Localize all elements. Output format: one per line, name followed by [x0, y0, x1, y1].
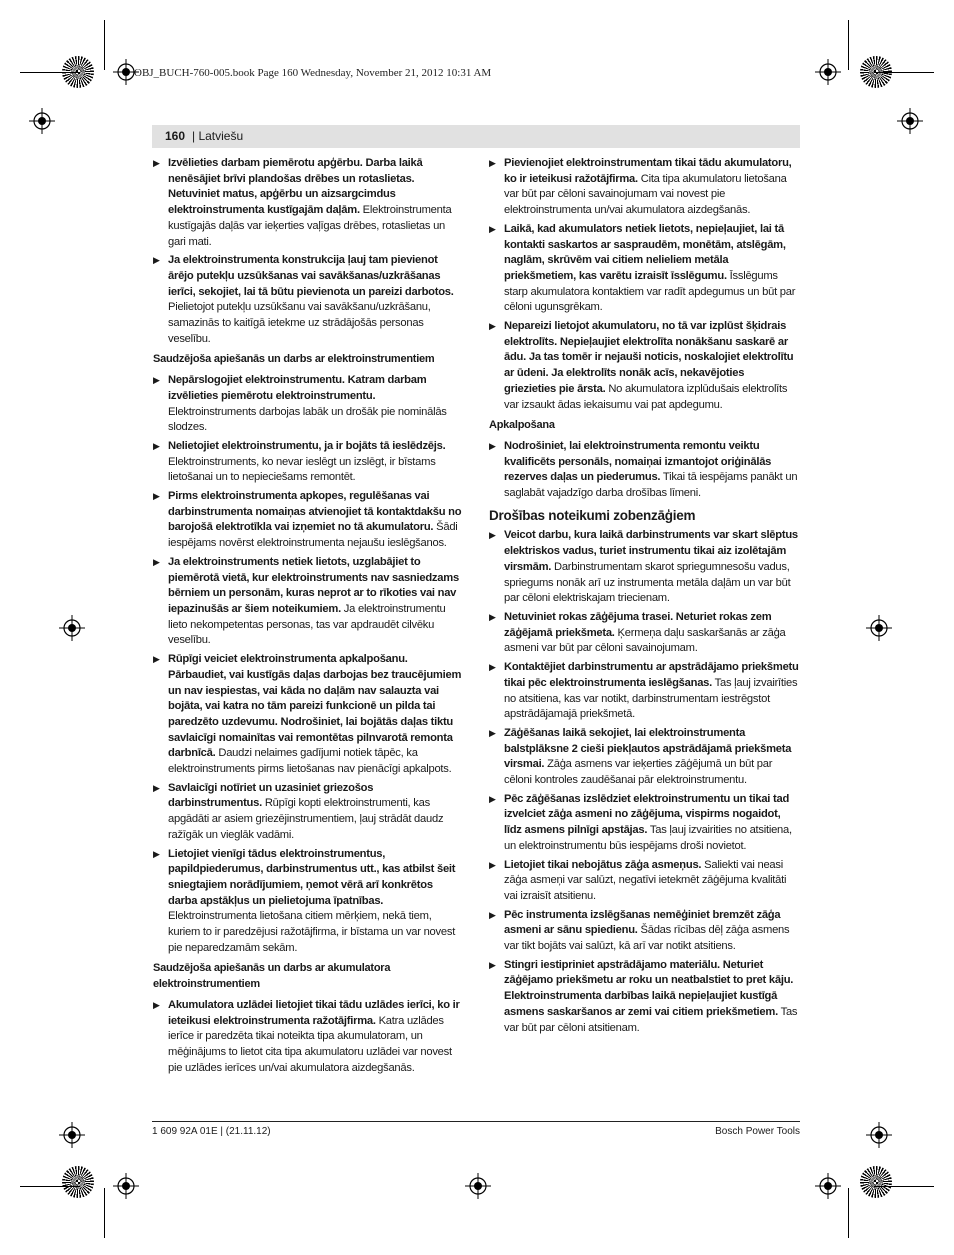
crop-line	[874, 1186, 934, 1187]
color-registration-rosette	[860, 1166, 892, 1198]
list-item: ▶ Izvēlieties darbam piemērotu apģērbu. Darba laikā nenēsājiet brīvi plandošas drēbes un rotaslietas. Netuviniet matus, apģērbu un aizsargcimdus elektroinstrumenta kustīgajām daļām. Elektroinstrumenta kustīgajās daļās var ieķerties vaļīgas drēbes, rotaslietas un gari mati.	[153, 157, 452, 248]
crosshair-registration-icon	[866, 1122, 892, 1148]
list-item: ▶ Lietojiet tikai nebojātus zāģa asmeņus. Saliekti vai neasi zāģa asmeņi var salūzt, negatīvi ietekmēt zāģējuma kvalitāti vai izraisīt atsitienu.	[489, 858, 787, 902]
list-item: ▶ Netuviniet rokas zāģējuma trasei. Neturiet rokas zem zāģējamā priekšmeta. Ķermeņa daļu saskaršanās ar zāģa asmeni var būt par cēloni savainojumam.	[489, 610, 786, 655]
bullet-triangle-icon: ▶	[153, 158, 160, 168]
document-code: 1 609 92A 01E | (21.11.12)	[152, 1126, 271, 1137]
list-item: ▶ Ja elektroinstruments netiek lietots, uzglabājiet to piemērotā vietā, kur elektroinstruments nav sasniedzams bērniem un personām, kuras neprot ar to rīkoties vai nav iepazinušās ar šiem noteikumiem. Ja elektroinstrumentu lieto nekompetentas personas, tas var apdraudēt cilvēku veselību.	[153, 555, 459, 647]
crosshair-registration-icon	[113, 1173, 139, 1199]
print-file-info: OBJ_BUCH-760-005.book Page 160 Wednesday, November 21, 2012 10:31 AM	[134, 67, 492, 79]
bullet-triangle-icon: ▶	[153, 375, 160, 386]
list-item: ▶ Nepareizi lietojot akumulatoru, no tā var izplūst šķidrais elektrolīts. Nepieļaujiet elektrolīta nonākšanu saskarē ar ādu. Ja tas tomēr ir nejauši noticis, noskalojiet elektrolītu ar ūdeni. Ja elektrolīts nonāk acīs, nekavējoties griezieties pie ārsta. No akumulatora izplūdušais elektrolīts var izsaukt ādas iekaisumu vai pat apdegumu.	[489, 320, 794, 411]
list-item: ▶ Zāģēšanas laikā sekojiet, lai elektroinstrumenta balstplāksne 2 cieši piekļautos apstrādājamā priekšmeta virsmai. Zāģa asmens var ieķerties zāģējumā un būt par cēloni kontroles zaudēšanai pār elektroinstrumentu.	[489, 726, 792, 787]
publisher-name: Bosch Power Tools	[715, 1126, 800, 1137]
crosshair-registration-icon	[897, 108, 923, 134]
crosshair-registration-icon	[815, 59, 841, 85]
bullet-triangle-icon: ▶	[153, 848, 160, 859]
list-item: ▶ Pirms elektroinstrumenta apkopes, regulēšanas vai darbinstrumenta nomaiņas atvienojiet tā kontaktdakšu no barojošā elektrotīkla vai izņemiet no tā akumulatoru. Šādi iespējams novērst elektroinstrumenta nejaušu ieslēgšanos.	[153, 490, 462, 550]
page-number: 160	[165, 129, 186, 143]
bullet-triangle-icon: ▶	[489, 793, 496, 804]
crop-line	[848, 1188, 849, 1238]
bullet-triangle-icon: ▶	[489, 959, 496, 970]
list-item: ▶ Savlaicīgi notīriet un uzasiniet griezošos darbinstrumentus. Rūpīgi kopti elektroinstrumenti, kas apgādāti ar asiem griezējinstrumentiem, ļauj strādāt daudz ražīgāk un vieglāk vadāmi.	[153, 781, 444, 841]
section-title: Drošības noteikumi zobenzāģiem	[489, 507, 696, 523]
bullet-triangle-icon: ▶	[489, 859, 496, 870]
bullet-triangle-icon: ▶	[153, 999, 160, 1010]
subheading: Saudzējoša apiešanās un darbs ar akumulatora elektroinstrumentiem	[153, 962, 391, 991]
crosshair-registration-icon	[815, 1173, 841, 1199]
crosshair-registration-icon	[29, 108, 55, 134]
crop-line	[874, 72, 934, 73]
bullet-triangle-icon: ▶	[489, 727, 496, 738]
bullet-triangle-icon: ▶	[489, 530, 496, 541]
list-item: ▶ Pēc zāģēšanas izslēdziet elektroinstrumentu un tikai tad izvelciet zāģa asmeni no zāģējuma, vispirms nogaidot, līdz asmens pilnīgi apstājas. Tas ļauj izvairities no atsitiena, un elektroinstrumentu būs iespējams droši novietot.	[489, 792, 792, 852]
footer-divider	[152, 1121, 800, 1122]
bullet-triangle-icon: ▶	[153, 556, 160, 567]
crosshair-registration-icon	[59, 615, 85, 641]
bullet-triangle-icon: ▶	[489, 662, 496, 673]
list-item: ▶ Stingri iestipriniet apstrādājamo materiālu. Neturiet zāģējamo priekšmetu ar roku un neatbalstiet to pret kāju. Elektroinstrumenta darbības laikā nepieļaujiet kustīgā asmens saskaršanos ar zemi vai citiem priekšmetiem. Tas var būt par cēloni atsitienam.	[489, 958, 798, 1034]
crop-line	[104, 20, 105, 70]
bullet-triangle-icon: ▶	[153, 782, 160, 793]
bullet-triangle-icon: ▶	[153, 255, 160, 266]
right-column	[488, 156, 799, 1039]
list-item: ▶ Pēc instrumenta izslēgšanas nemēģiniet bremzēt zāģa asmeni ar sānu spiedienu. Šādas rīcības dēļ zāģa asmens var tikt bojāts vai salūzt, kā arī var notikt atsitiens.	[489, 908, 790, 953]
list-item: ▶ Laikā, kad akumulators netiek lietots, nepieļaujiet, lai tā kontakti saskartos ar saspraudēm, monētām, atslēgām, naglām, skrūvēm vai citiem nelieliem metāla priekšmetiem, kas varētu izraisīt īsslēgumu. Īsslēgums starp akumulatora kontaktiem var radīt apdegumus un būt par cēloni ugunsgrēkam.	[489, 222, 796, 314]
bullet-triangle-icon: ▶	[489, 611, 496, 622]
crosshair-registration-icon	[59, 1122, 85, 1148]
bullet-triangle-icon: ▶	[489, 440, 496, 451]
list-item: ▶ Lietojiet vienīgi tādus elektroinstrumentus, papildpiederumus, darbinstrumentus utt., kas atbilst šeit sniegtajiem norādījumiem, ņemot vērā arī konkrētos darba apstākļus un pielietojuma īpatnības. Elektroinstrumenta lietošana citiem mērķiem, nekā tiem, kuriem to ir paredzējusi ražotājfirma, ir bīstama un var novest pie neparedzamām sekām.	[153, 847, 456, 954]
crop-line	[20, 72, 80, 73]
page-header	[152, 125, 800, 148]
bullet-triangle-icon: ▶	[153, 491, 160, 502]
bullet-triangle-icon: ▶	[489, 223, 496, 234]
subheading: Apkalpošana	[489, 419, 555, 432]
list-item: ▶ Pievienojiet elektroinstrumentam tikai tādu akumulatoru, ko ir ieteikusi ražotājfirma. Cita tipa akumulatoru lietošana var būt par cēloni savainojumam vai novest pie elektroinstrumenta un/vai akumulatora aizdegšanās.	[489, 157, 792, 217]
crosshair-registration-icon	[465, 1173, 491, 1199]
list-item: ▶ Akumulatora uzlādei lietojiet tikai tādu uzlādes ierīci, ko ir ieteikusi elektroinstrumenta ražotājfirma. Katra uzlādes ierīce ir paredzēta tikai noteikta tipa akumulatoram, un mēģinājums to lietot cita tipa akumulatoru uzlādei var novest pie uzlādes ierīces un/vai akumulatora aizdegšanās.	[153, 998, 460, 1074]
list-item: ▶ Kontaktējiet darbinstrumentu ar apstrādājamo priekšmetu tikai pēc elektroinstrumenta ieslēgšanas. Tas ļauj izvairīties no atsitiena, kas var notikt, darbinstrumentam iestrēgstot apstrādājamajā priekšmetā.	[489, 661, 799, 721]
subheading: Saudzējoša apiešanās un darbs ar elektroinstrumentiem	[153, 353, 435, 366]
bullet-triangle-icon: ▶	[489, 158, 496, 168]
list-item: ▶ Ja elektroinstrumenta konstrukcija ļauj tam pievienot ārējo putekļu uzsūkšanas vai savākšanas/uzkrāšanas ierīci, sekojiet, lai tā būtu pievienota un pareizi darbotos. Pielietojot putekļu uzsūkšanu vai savākšanu/uzkrāšanu, samazinās to kaitīgā ietekme uz strādājošās personas veselību.	[153, 254, 454, 345]
list-item: ▶ Nepārslogojiet elektroinstrumentu. Katram darbam izvēlieties piemērotu elektroinstrumentu. Elektroinstruments darbojas labāk un drošāk pie nominālās slodzes.	[153, 374, 447, 434]
bullet-triangle-icon: ▶	[153, 654, 160, 665]
color-registration-rosette	[62, 1166, 94, 1198]
crop-line	[848, 20, 849, 70]
bullet-triangle-icon: ▶	[153, 440, 160, 451]
crop-line	[104, 1188, 105, 1238]
bullet-triangle-icon: ▶	[489, 909, 496, 920]
list-item: ▶ Nodrošiniet, lai elektroinstrumenta remontu veiktu kvalificēts personāls, nomaiņai izmantojot oriģinālās rezerves daļas un piederumus. Tikai tā iespējams panākt un saglabāt vajadzīgo darba drošības līmeni.	[489, 439, 798, 500]
language-label: | Latviešu	[192, 129, 244, 143]
list-item: ▶ Rūpīgi veiciet elektroinstrumenta apkalpošanu. Pārbaudiet, vai kustīgās daļas darbojas bez traucējumiem un nav iespiestas, vai kāda no daļām nav salauzta vai bojāta, vai katra no tām pareizi funkcionē un pilda tai paredzēto uzdevumu. Nodrošiniet, lai bojātās daļas tiktu savlaicīgi nomainītas vai remontētas pilnvarotā remonta darbnīcā. Daudzi nelaimes gadījumi notiek tāpēc, ka elektroinstruments pirms lietošanas nav pienācīgi apkalpots.	[153, 653, 462, 776]
left-column	[152, 156, 463, 1079]
crosshair-registration-icon	[866, 615, 892, 641]
bullet-triangle-icon: ▶	[489, 321, 496, 332]
list-item: ▶ Veicot darbu, kura laikā darbinstruments var skart slēptus elektriskos vadus, turiet instrumentu tikai aiz izolētajām virsmām. Darbinstrumentam skarot spriegumnesošu vadus, spriegums nonāk arī uz instrumenta metāla daļām un var būt par cēloni elektriskajam triecienam.	[489, 529, 798, 605]
list-item: ▶ Nelietojiet elektroinstrumentu, ja ir bojāts tā ieslēdzējs. Elektroinstruments, ko nevar ieslēgt un izslēgt, ir bīstams lietošanai un to nepieciešams remontēt.	[153, 439, 446, 484]
crop-line	[20, 1186, 80, 1187]
